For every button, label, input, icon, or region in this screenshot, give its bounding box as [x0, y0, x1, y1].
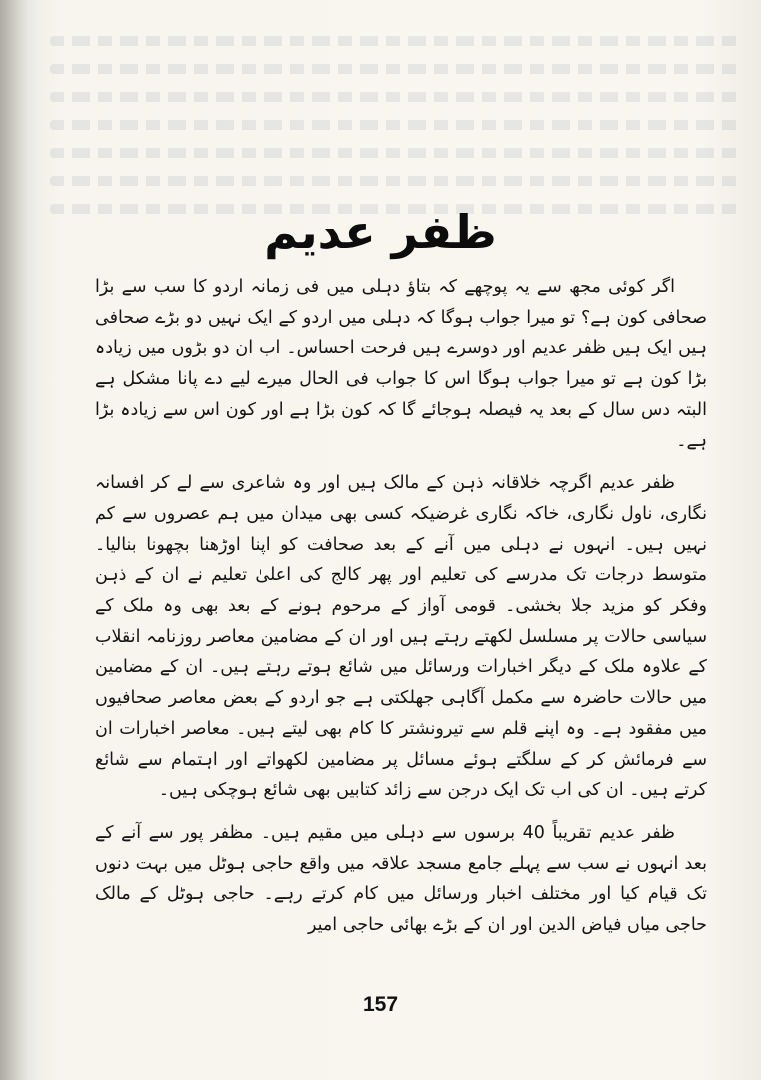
paragraph-3: ظفر عدیم تقریباً 40 برسوں سے دہلی میں مقیم ہیں۔ مظفر پور سے آنے کے بعد انہوں نے سب سے پہلے جامع مسجد علاقہ میں واقع حاجی ہوٹل میں بہت دنوں تک قیام کیا اور مختلف اخبار ورسائل میں کام کرتے رہے۔ حاجی ہوٹل کے مالک حاجی میاں فیاض الدین اور ان کے بڑے بھائی حاجی امیر [95, 822, 707, 936]
paragraph-2: ظفر عدیم اگرچہ خلاقانہ ذہن کے مالک ہیں اور وہ شاعری سے لے کر افسانہ نگاری، ناول نگاری، خاکہ نگاری غرضیکہ کسی بھی میدان میں ہم عصروں سے کم نہیں ہیں۔ انہوں نے دہلی میں آنے کے بعد صحافت کو اپنا اوڑھنا بچھونا بنالیا۔ متوسط درجات تک مدرسے کی تعلیم اور پھر کالج کی اعلیٰ تعلیم نے ان کے ذہن وفکر کو مزید جلا بخشی۔ قومی آواز کے مرحوم ہونے کے بعد بھی وہ ملک کے سیاسی حالات پر مسلسل لکھتے رہتے ہیں اور ان کے مضامین معاصر روزنامہ انقلاب کے علاوہ ملک کے دیگر اخبارات ورسائل میں شائع ہوتے رہتے ہیں۔ ان کے مضامین میں حالات حاضرہ سے مکمل آگاہی جھلکتی ہے جو اردو کے بعض معاصر صحافیوں میں مفقود ہے۔ وہ اپنے قلم سے تیرونشتر کا کام بھی لیتے ہیں۔ معاصر اخبارات ان سے فرمائش کر کے سلگتے ہوئے مسائل پر مضامین لکھواتے اور اہتمام سے شائع کرتے ہیں۔ ان کی اب تک ایک درجن سے زائد کتابیں بھی شائع ہوچکی ہیں۔ [95, 473, 707, 801]
page-number: 157 [362, 993, 399, 1016]
paragraph-1: اگر کوئی مجھ سے یہ پوچھے کہ بتاؤ دہلی میں فی زمانہ اردو کا سب سے بڑا صحافی کون ہے؟ تو میرا جواب ہوگا کہ دہلی میں اردو کے ایک نہیں دو بڑے صحافی ہیں ایک ہیں ظفر عدیم اور دوسرے ہیں فرحت احساس۔ اب ان دو بڑوں میں زیادہ بڑا کون ہے تو میرا جواب ہوگا اس کا جواب فی الحال میرے لیے دے پانا مشکل ہے البتہ دس سال کے بعد یہ فیصلہ ہوجائے گا کہ کون بڑا ہے اور کون اس سے زیادہ بڑا ہے۔ [95, 277, 707, 451]
page-title: ظفر عدیم [264, 205, 497, 259]
article-body [95, 272, 707, 941]
binding-shadow [0, 0, 40, 1080]
